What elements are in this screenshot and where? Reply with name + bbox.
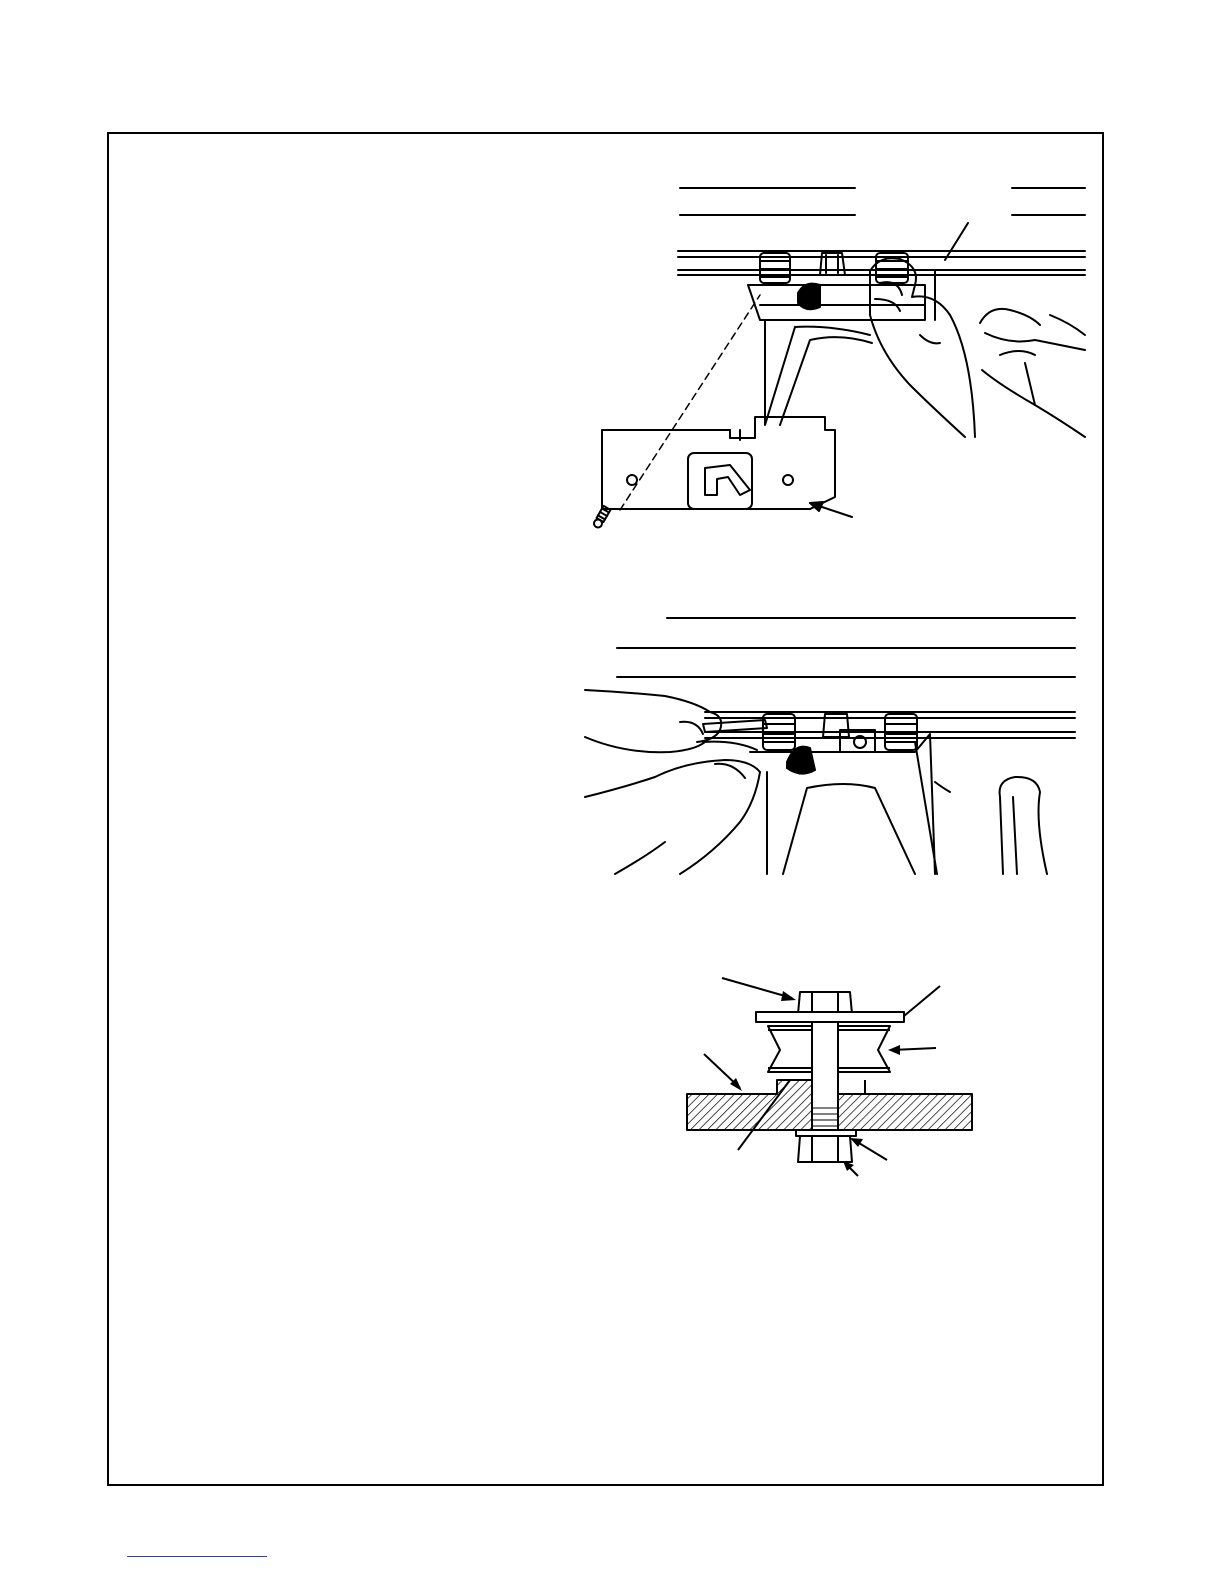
figure-3-section-view [682, 968, 977, 1183]
figure-1-guard-removal [580, 175, 1090, 550]
figure-2-adjust-nut [585, 612, 1080, 877]
footer-rule [127, 1556, 267, 1557]
